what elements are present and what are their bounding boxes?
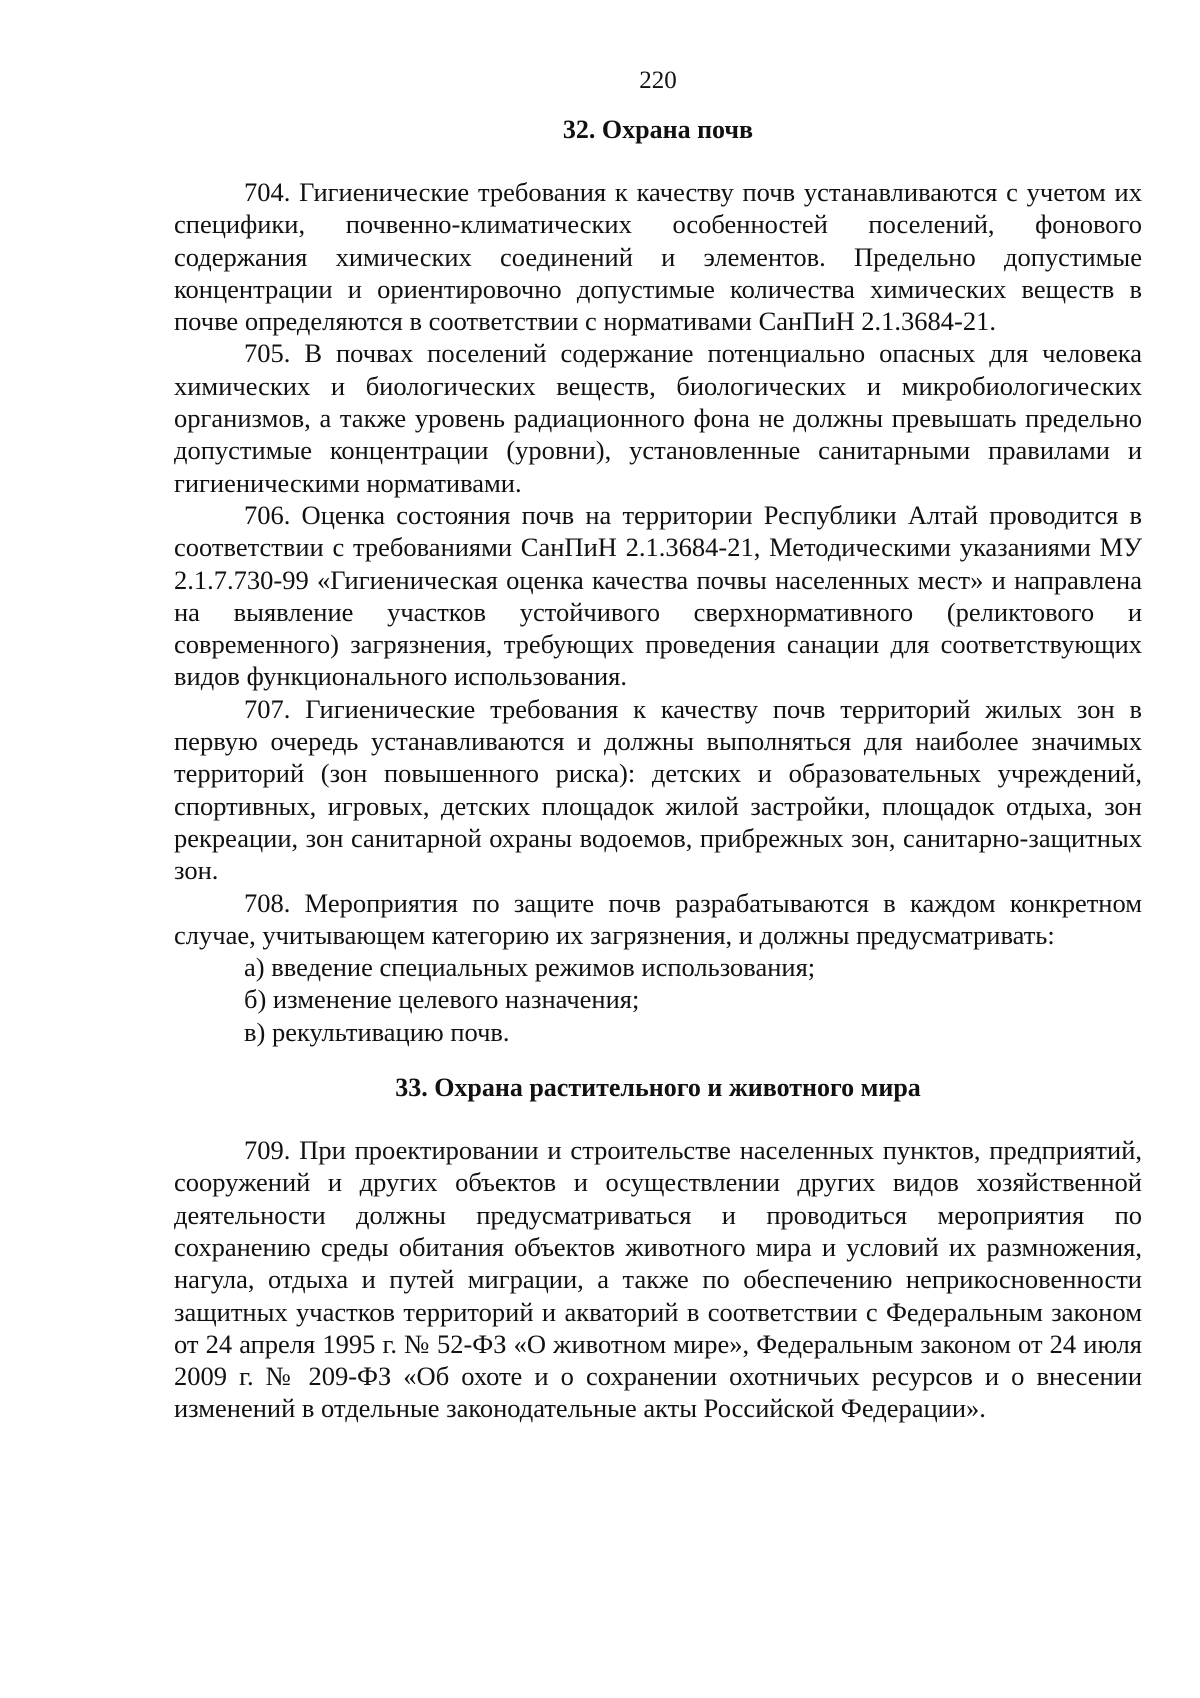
page-number: 220 (639, 67, 677, 94)
list-item-a: а) введение специальных режимов использования; (244, 952, 816, 983)
list-item-b: б) изменение целевого назначения; (244, 984, 640, 1015)
paragraph-704: 704. Гигиенические требования к качеству почв устанавливаются с учетом их специфики, почвенно-климатических особенностей поселений, фонового содержания химических соединений и элементов. Предельно допустимые концентрации и ориентировочно допустимые количества химических веществ в почве определяются в соответствии с нормативами СанПиН 2.1.3684-21. (174, 177, 1142, 337)
paragraph-709: 709. При проектировании и строительстве населенных пунктов, предприятий, сооружений и других объектов и осуществлении других видов хозяйственной деятельности должны предусматриваться и проводиться мероприятия по сохранению среды обитания объектов животного мира и условий их размножения, нагула, отдыха и путей миграции, а также по обеспечению неприкосновенности защитных участков территорий и акваторий в соответствии с Федеральным законом от 24 апреля 1995 г. № 52-ФЗ «О животном мире», Федеральным законом от 24 июля 2009 г. № 209-ФЗ «Об охоте и о сохранении охотничьих ресурсов и о внесении изменений в отдельные законодательные акты Российской Федерации». (174, 1135, 1142, 1424)
section-title-soil: 32. Охрана почв (562, 115, 754, 144)
document-page (174, 66, 1142, 1425)
paragraph-706: 706. Оценка состояния почв на территории Республики Алтай проводится в соответствии с требованиями СанПиН 2.1.3684-21, Методическими указаниями МУ 2.1.7.730-99 «Гигиеническая оценка качества почвы населенных мест» и направлена на выявление участков устойчивого сверхнормативного (реликтового и современного) загрязнения, требующих проведения санации для соответствующих видов функционального использования. (174, 499, 1142, 692)
paragraph-707: 707. Гигиенические требования к качеству почв территорий жилых зон в первую очередь устанавливаются и должны выполняться для наиболее значимых территорий (зон повышенного риска): детских и образовательных учреждений, спортивных, игровых, детских площадок жилой застройки, площадок отдыха, зон рекреации, зон санитарной охраны водоемов, прибрежных зон, санитарно-защитных зон. (174, 693, 1142, 886)
paragraph-705: 705. В почвах поселений содержание потенциально опасных для человека химических и биологических веществ, биологических и микробиологических организмов, а также уровень радиационного фона не должны превышать предельно допустимые концентрации (уровни), установленные санитарными правилами и гигиеническими нормативами. (174, 338, 1142, 498)
list-item-c: в) рекультивацию почв. (244, 1016, 510, 1047)
paragraph-708: 708. Мероприятия по защите почв разрабатываются в каждом конкретном случае, учитывающем категорию их загрязнения, и должны предусматривать: (174, 887, 1142, 950)
section-title-flora-fauna: 33. Охрана растительного и животного мира (395, 1073, 921, 1103)
